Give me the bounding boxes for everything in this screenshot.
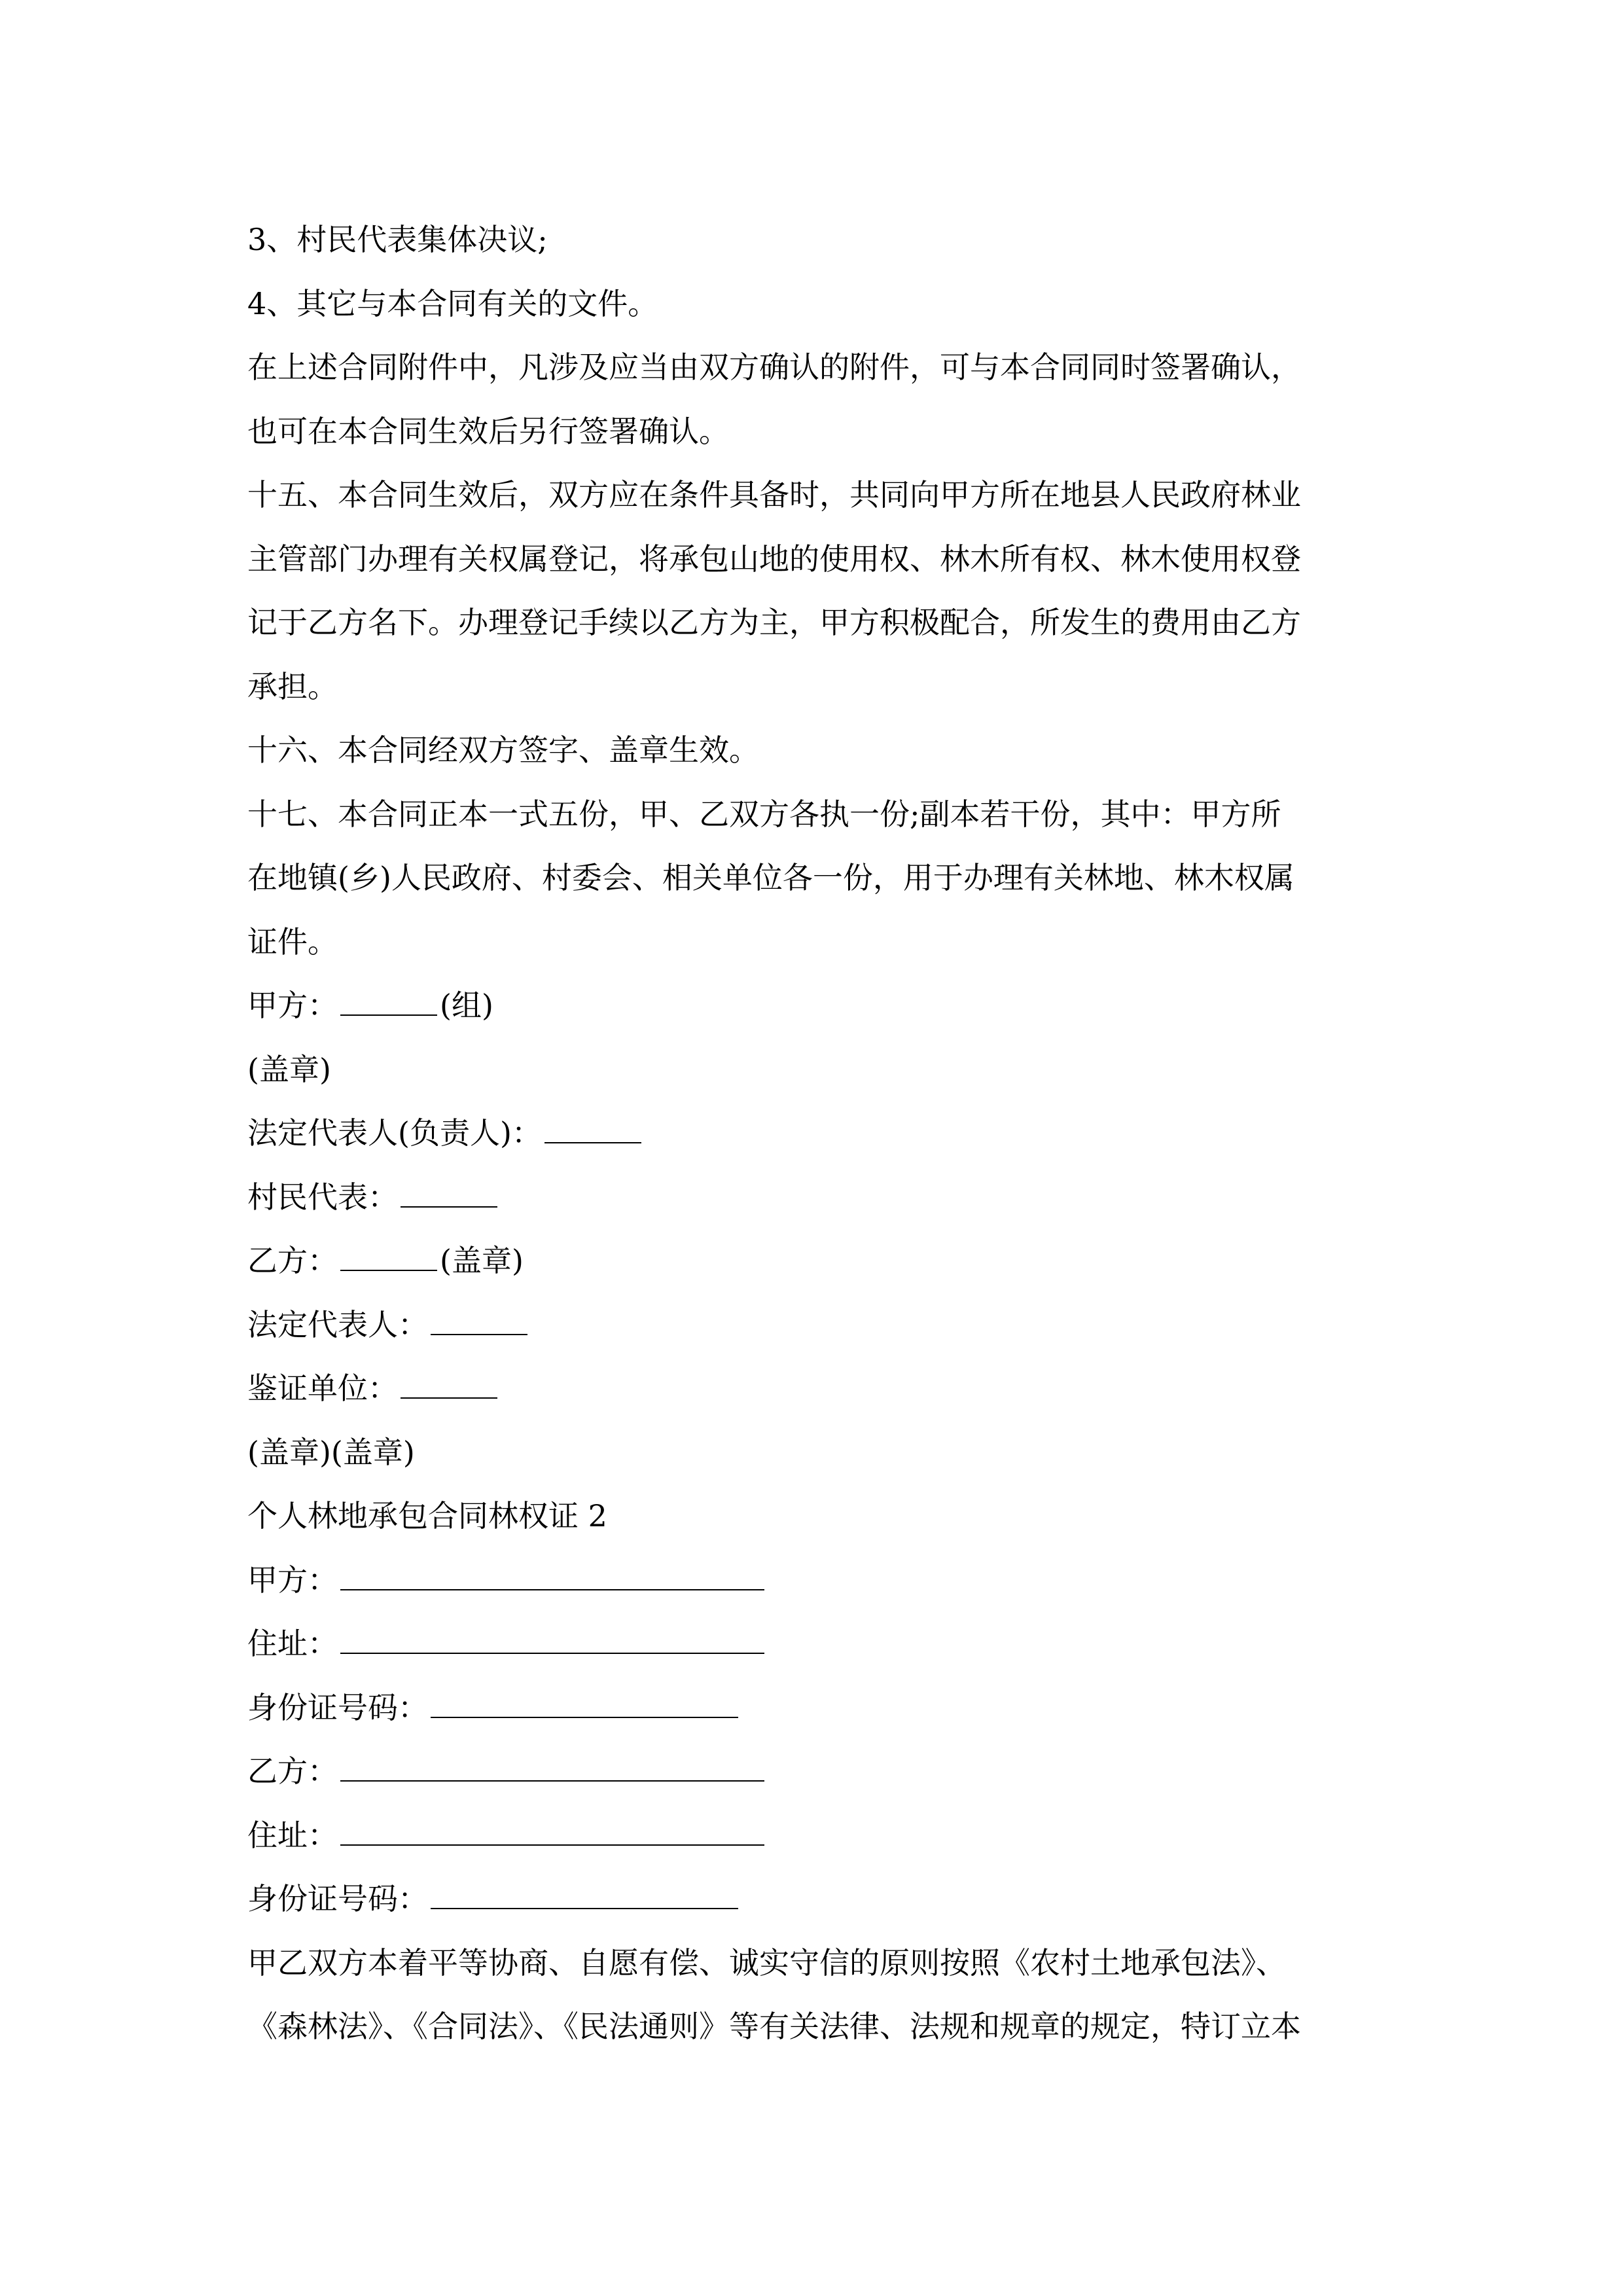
contract2-title: 个人林地承包合同林权证 2	[247, 1498, 607, 1534]
text-line: 在地镇(乡)人民政府、村委会、相关单位各一份，用于办理有关林地、林木权属	[247, 860, 1294, 895]
c2-id-b-label: 身份证号码：	[247, 1881, 428, 1916]
seal-line: (盖章)	[247, 1051, 331, 1087]
c2-party-b-blank[interactable]	[340, 1758, 764, 1782]
witness-label: 鉴证单位：	[247, 1371, 398, 1406]
party-b-line	[247, 1229, 1386, 1293]
witness-line	[247, 1357, 1386, 1421]
party-a-blank[interactable]	[340, 992, 437, 1016]
villager-rep-label: 村民代表：	[247, 1179, 398, 1215]
party-a-suffix: (组)	[440, 988, 493, 1023]
text-line: 证件。	[247, 924, 338, 960]
party-a-label: 甲方：	[247, 988, 338, 1023]
text-line: 4、其它与本合同有关的文件。	[247, 285, 658, 321]
text-line: 十五、本合同生效后，双方应在条件具备时，共同向甲方所在地县人民政府林业	[247, 477, 1301, 512]
villager-rep-line	[247, 1166, 1386, 1230]
text-line: 记于乙方名下。办理登记手续以乙方为主，甲方积极配合，所发生的费用由乙方	[247, 605, 1301, 640]
party-b-label: 乙方：	[247, 1243, 338, 1278]
c2-id-b-blank[interactable]	[431, 1886, 738, 1909]
c2-intro-line: 甲乙双方本着平等协商、自愿有偿、诚实守信的原则按照《农村土地承包法》、	[247, 1945, 1286, 1981]
c2-address-a-blank[interactable]	[340, 1630, 764, 1654]
witness-blank[interactable]	[401, 1375, 497, 1399]
text-line: 承担。	[247, 668, 338, 704]
party-b-suffix: (盖章)	[440, 1243, 524, 1278]
c2-id-a-label: 身份证号码：	[247, 1689, 428, 1725]
c2-address-b-label: 住址：	[247, 1817, 338, 1853]
legal-rep-line	[247, 1293, 1386, 1357]
text-line: 主管部门办理有关权属登记，将承包山地的使用权、林木所有权、林木使用权登	[247, 541, 1301, 577]
text-line: 3、村民代表集体决议;	[247, 222, 548, 257]
c2-id-a-line	[247, 1676, 1386, 1740]
c2-intro-line: 《森林法》、《合同法》、《民法通则》等有关法律、法规和规章的规定，特订立本	[247, 2009, 1301, 2044]
text-line: 十六、本合同经双方签字、盖章生效。	[247, 732, 759, 768]
c2-address-b-line	[247, 1804, 1386, 1868]
c2-party-b-line	[247, 1740, 1386, 1804]
legal-rep-blank[interactable]	[431, 1312, 527, 1335]
text-line: 在上述合同附件中，凡涉及应当由双方确认的附件，可与本合同同时签署确认，	[247, 350, 1301, 385]
text-line: 十七、本合同正本一式五份，甲、乙双方各执一份;副本若干份，其中：甲方所	[247, 796, 1281, 832]
legal-rep-responsible-label: 法定代表人(负责人)：	[247, 1115, 542, 1151]
c2-address-b-blank[interactable]	[340, 1822, 764, 1846]
c2-address-a-line	[247, 1612, 1386, 1676]
villager-rep-blank[interactable]	[401, 1184, 497, 1208]
c2-id-a-blank[interactable]	[431, 1695, 738, 1718]
legal-rep-responsible-line	[247, 1102, 1386, 1166]
legal-rep-responsible-blank[interactable]	[544, 1120, 641, 1143]
c2-party-a-label: 甲方：	[247, 1562, 338, 1598]
party-b-blank[interactable]	[340, 1247, 437, 1271]
document-body	[247, 208, 1386, 2059]
legal-rep-label: 法定代表人：	[247, 1306, 428, 1342]
c2-address-a-label: 住址：	[247, 1626, 338, 1661]
c2-id-b-line	[247, 1867, 1386, 1931]
c2-party-a-line	[247, 1549, 1386, 1613]
c2-party-b-label: 乙方：	[247, 1753, 338, 1789]
text-line: 也可在本合同生效后另行签署确认。	[247, 413, 729, 449]
c2-party-a-blank[interactable]	[340, 1567, 764, 1590]
party-a-line	[247, 974, 1386, 1038]
double-seal-line: (盖章)(盖章)	[247, 1434, 415, 1470]
